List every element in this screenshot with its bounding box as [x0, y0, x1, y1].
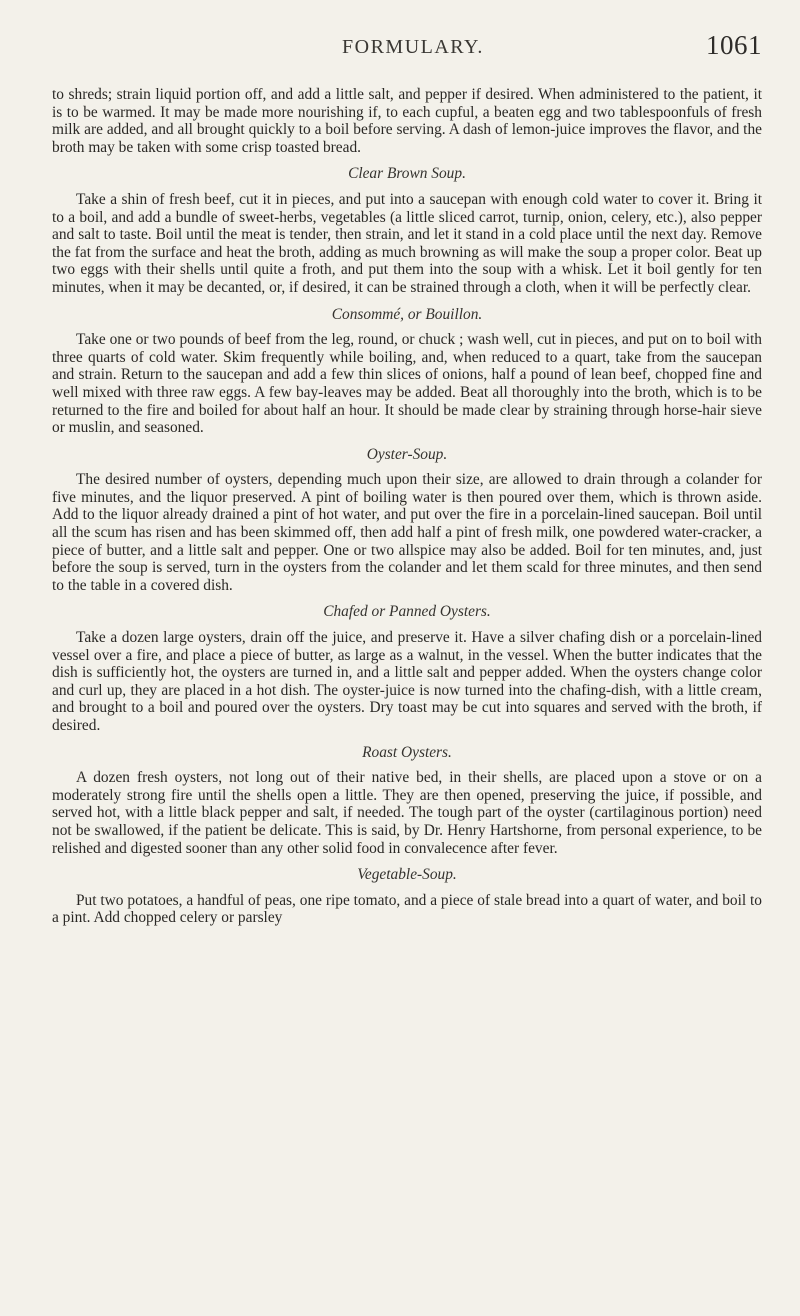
recipe-heading-oyster-soup: Oyster-Soup.: [366, 445, 448, 463]
recipe-text-chafed-oysters: Take a dozen large oysters, drain off the juice, and preserve it. Have a silver chafing dish or a porcelain-lined vessel over a fire, and place a piece of butter, as large as a walnut, in the vessel. When the butter indicates that the dish is sufficiently hot, the oysters are turned in, and a little salt and pepper added. When the oysters change color and curl up, they are placed in a hot dish. The oyster-juice is now turned into the chafing-dish, with a little cream, and brought to a boil and poured over the oysters. Dry toast may be cut into squares and served with the broth, if desired.: [52, 629, 762, 734]
recipe-text-clear-brown-soup: Take a shin of fresh beef, cut it in pieces, and put into a saucepan with enough cold water to cover it. Bring it to a boil, and add a bundle of sweet-herbs, vegetables (a little sliced carrot, turnip, onion, celery, etc.), also pepper and salt to taste. Boil until the meat is tender, then strain, and let it stand in a cold place until the next day. Remove the fat from the surface and heat the broth, adding as much browning as will make the soup a proper color. Beat up two eggs with their shells until quite a froth, and put them into the soup with a whisk. Let it boil gently for ten minutes, when it may be decanted, or, if desired, it can be strained through a cloth, when it will be perfectly clear.: [52, 190, 762, 296]
recipe-heading-chafed-oysters: Chafed or Panned Oysters.: [323, 603, 491, 621]
running-head: [52, 26, 762, 66]
recipe-heading-consomme: Consommé, or Bouillon.: [331, 305, 483, 323]
page-number: 1061: [706, 30, 762, 60]
recipe-text-roast-oysters: A dozen fresh oysters, not long out of their native bed, in their shells, are placed upon a stove or on a moderately strong fire until the shells open a little. They are then opened, preserving the juice, if possible, and served hot, with a little black pepper and salt, if needed. The tough part of the oyster (cartilaginous portion) need not be swallowed, if the patient be delicate. This is said, by Dr. Henry Hartshorne, from personal experience, to be relished and digested sooner than any other solid food in convalecence after fever.: [52, 769, 762, 857]
running-title: FORMULARY.: [342, 36, 484, 58]
recipe-text-consomme: Take one or two pounds of beef from the leg, round, or chuck ; wash well, cut in pieces, and put on to boil with three quarts of cold water. Skim frequently while boiling, and, when reduced to a quart, take from the saucepan and strain. Return to the saucepan and add a few thin slices of onions, half a pound of lean beef, chopped fine and well mixed with three raw eggs. A few bay-leaves may be added. Beat all thoroughly into the broth, which is to be returned to the fire and boiled for about half an hour. It should be made clear by straining through horse-hair sieve or muslin, and seasoned.: [52, 331, 762, 437]
recipe-text-vegetable-soup: Put two potatoes, a handful of peas, one ripe tomato, and a piece of stale bread into a quart of water, and boil to a pint. Add chopped celery or parsley: [52, 891, 762, 927]
body-text: [52, 86, 762, 927]
recipe-heading-vegetable-soup: Vegetable-Soup.: [357, 866, 457, 884]
continuation-paragraph: to shreds; strain liquid portion off, and add a little salt, and pepper if desired. When administered to the patient, it is to be warmed. It may be made more nourishing if, to each cupful, a beaten egg and two tablespoonfuls of fresh milk are added, and all brought quickly to a boil before serving. A dash of lemon-juice improves the flavor, and the broth may be taken with some crisp toasted bread.: [52, 86, 762, 156]
recipe-heading-roast-oysters: Roast Oysters.: [362, 743, 452, 761]
recipe-heading-clear-brown-soup: Clear Brown Soup.: [348, 165, 466, 183]
recipe-text-oyster-soup: The desired number of oysters, depending much upon their size, are allowed to drain through a colander for five minutes, and the liquor preserved. A pint of boiling water is then poured over them, which is thrown aside. Add to the liquor already drained a pint of hot water, and put over the fire in a porcelain-lined saucepan. Boil until all the scum has risen and has been skimmed off, then add half a pint of fresh milk, one powdered water-cracker, a piece of butter, and a little salt and pepper. One or two allspice may also be added. Boil for ten minutes, and, just before the soup is served, turn in the oysters from the colander and let them scald for three minutes, and then send to the table in a covered dish.: [52, 471, 762, 594]
book-page: [52, 0, 762, 1316]
